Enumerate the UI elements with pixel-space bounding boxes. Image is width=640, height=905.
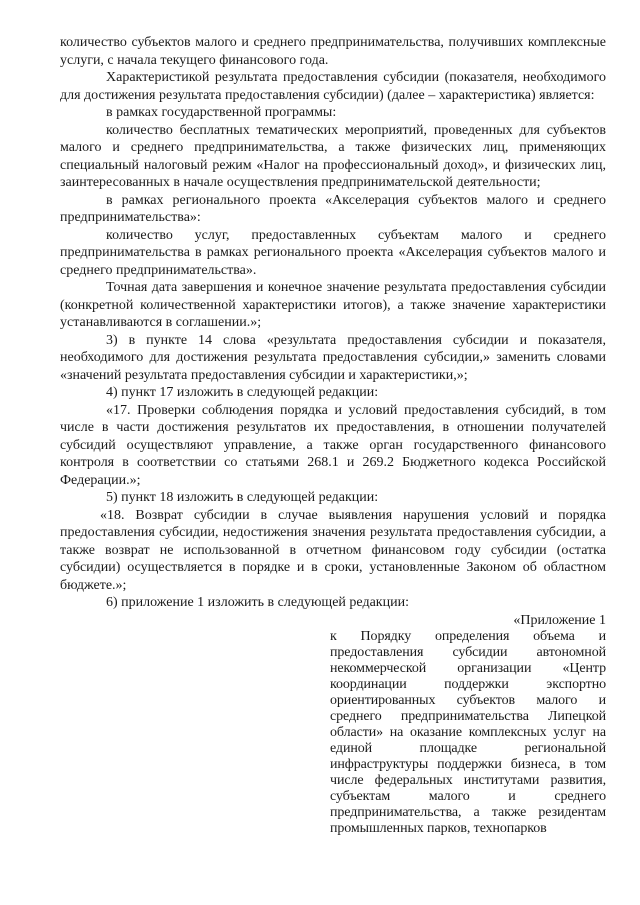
paragraph: Точная дата завершения и конечное значение результата предоставления субсидии (конкретной количественной характеристики итогов), а также значение характеристики устанавливаются в соглашении.»; (60, 280, 606, 330)
paragraph: 6) приложение 1 изложить в следующей редакции: (106, 595, 409, 610)
paragraph: в рамках регионального проекта «Акселерация субъектов малого и среднего предпринимательства»: (60, 192, 606, 225)
paragraph: 4) пункт 17 изложить в следующей редакции: (106, 385, 379, 400)
paragraph: «18. Возврат субсидии в случае выявления нарушения условий и порядка предоставления субсидии, недостижения значения результата предоставления субсидии, а также возврат не использованной в отчетном финансовом году субсидии (остатка субсидии) осуществляется в порядке и в сроки, установленные Законом об областном бюджете.»; (60, 507, 606, 593)
appendix-heading: «Приложение 1 (513, 612, 606, 628)
paragraph: 3) в пункте 14 слова «результата предоставления субсидии и показателя, необходимого для достижения результата предоставления субсидии,» заменить словами «значений результата предоставления субсидии и характеристики,»; (60, 332, 606, 383)
paragraph: количество услуг, предоставленных субъектам малого и среднего предпринимательства в рамках регионального проекта «Акселерация субъектов малого и среднего предпринимательства». (60, 227, 606, 278)
appendix-reference: к Порядку определения объема и предоставления субсидии автономной некоммерческой организации «Центр координации поддержки экспортно ориентированных субъектов малого и среднего предпринимательства Липецкой области» на оказание комплексных услуг на единой площадке региональной инфраструктуры поддержки бизнеса, в том числе федеральных институтами развития, субъектам малого и среднего предпринимательства, а также резидентам промышленных парков, технопарков (330, 629, 606, 836)
paragraph: в рамках государственной программы: (106, 105, 337, 120)
document-page (60, 34, 606, 837)
paragraph: «17. Проверки соблюдения порядка и условий предоставления субсидий, в том числе в части достижения результатов их предоставления, в отношении получателей субсидий осуществляют управление, а также орган государственного финансового контроля в соответствии со статьями 268.1 и 269.2 Бюджетного кодекса Российской Федерации.»; (60, 402, 606, 488)
paragraph: количество бесплатных тематических мероприятий, проведенных для субъектов малого и среднего предпринимательства, а также физических лиц, применяющих специальный налоговый режим «Налог на профессиональный доход», и физических лиц, заинтересованных в начале осуществления предпринимательской деятельности; (60, 122, 606, 190)
paragraph: Характеристикой результата предоставления субсидии (показателя, необходимого для достижения результата предоставления субсидии) (далее – характеристика) является: (60, 70, 606, 103)
paragraph: количество субъектов малого и среднего предпринимательства, получивших комплексные услуги, с начала текущего финансового года. (60, 35, 606, 68)
paragraph: 5) пункт 18 изложить в следующей редакции: (106, 490, 379, 505)
